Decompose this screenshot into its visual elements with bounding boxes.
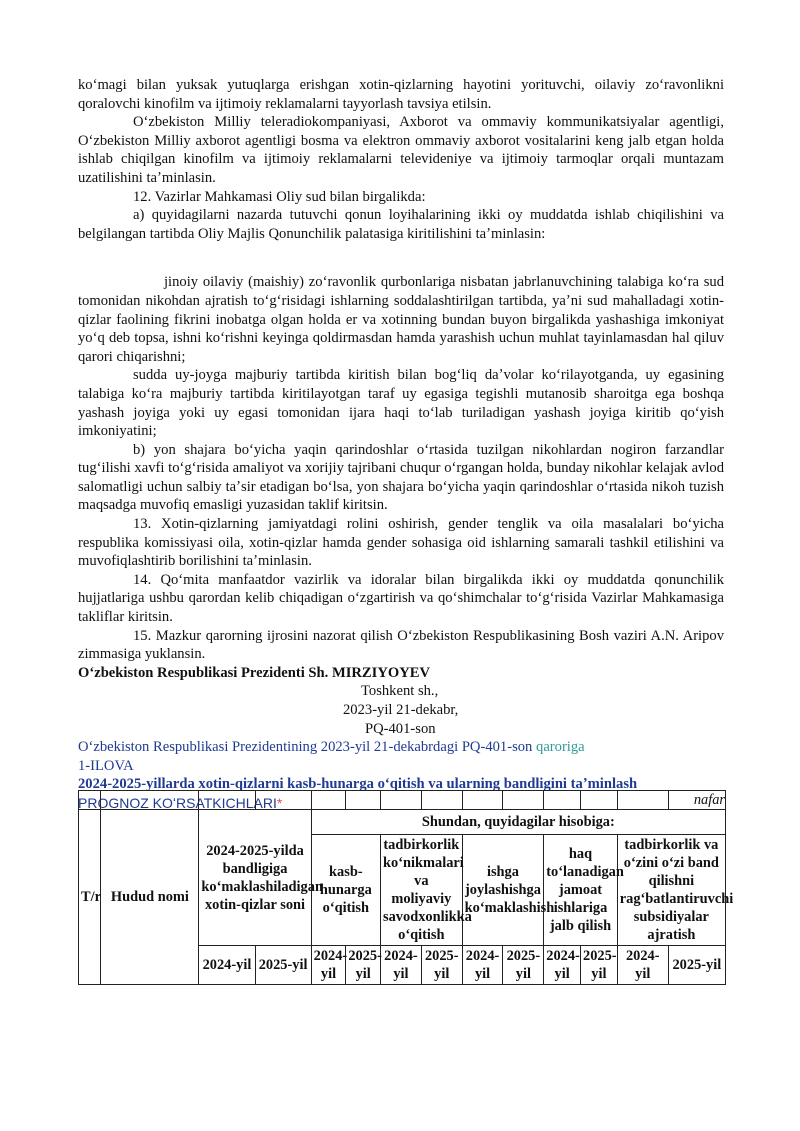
year-cell: 2024-yil bbox=[199, 946, 255, 985]
annex-reference-text: Oʻzbekiston Respublikasi Prezidentining 2023-yil 21-dekabrdagi PQ-401-son bbox=[78, 739, 533, 756]
year-cell: 2024-yil bbox=[617, 946, 668, 985]
year-cell: 2024-yil bbox=[381, 946, 422, 985]
footnote-mark: * bbox=[276, 794, 283, 811]
year-cell: 2025-yil bbox=[255, 946, 311, 985]
signature-name: Oʻzbekiston Respublikasi Prezidenti Sh. MIRZIYOYEV bbox=[78, 664, 431, 681]
paragraph: 14. Qoʻmita manfaatdor vazirlik va idoralar bilan birgalikda ikki oy muddatda qonunchilik hujjatlariga ushbu qarordan kelib chiqadigan oʻzgartirish va qoʻshimchalar toʻgʻrisida Vazirlar Mahkamasiga takliflar kiritsin. bbox=[78, 571, 724, 626]
year-cell: 2024-yil bbox=[544, 946, 581, 985]
paragraph: jinoiy oilaviy (maishiy) zoʻravonlik qurbonlariga nisbatan jabrlanuvchining talabiga koʻra sud tomonidan nikohdan ajratish toʻgʻrisidagi ishlarning soddalashtirilgan tartibda, yaʼni sud mahalladagi xotin-qizlar faolining fikrini inobatga olgan holda er va xotinning bundan buyon birgalikda yashashiga imkoniyat yoʻq deb topsa, ishni koʻrishni keyinga qoldirmasdan hamda yarashish uchun muhlat tayinlamasdan hal qiluv qarori chiqarishni; bbox=[78, 274, 724, 365]
annex-subtitle-text: PROGNOZ KOʻRSATKICHLARI bbox=[78, 794, 277, 811]
header-vocational: kasb-hunarga oʻqitish bbox=[311, 835, 380, 946]
header-total: 2024-2025-yilda bandligiga koʻmaklashiladigan xotin-qizlar soni bbox=[199, 810, 311, 946]
header-subsidies: tadbirkorlik va oʻzini oʻzi band qilishni ragʻbatlantiruvchi subsidiyalar ajratish bbox=[617, 835, 725, 946]
header-entrepreneurship: tadbirkorlik koʻnikmalari va moliyaviy savodxonlikka oʻqitish bbox=[381, 835, 463, 946]
year-cell: 2025-yil bbox=[346, 946, 381, 985]
header-tr: T/r bbox=[79, 810, 101, 985]
annex-reference bbox=[78, 738, 724, 757]
header-region: Hudud nomi bbox=[101, 810, 199, 985]
table-row bbox=[79, 791, 726, 810]
header-public-works: haq toʻlanadigan jamoat ishlariga jalb qilish bbox=[544, 835, 617, 946]
signature-date: 2023-yil 21-dekabr, bbox=[343, 702, 459, 718]
paragraph: 13. Xotin-qizlarning jamiyatdagi rolini oshirish, gender tenglik va oila masalalari boʻyicha respublika komissiyasi oila, xotin-qizlar hamda gender sohasiga oid ishlarning samarali tashkil etilishini va muvofiqlashtirib borilishini taʼminlasin. bbox=[78, 516, 724, 570]
annex-reference-link[interactable]: qaroriga bbox=[536, 739, 585, 756]
document-body bbox=[78, 76, 724, 813]
year-cell: 2024-yil bbox=[462, 946, 503, 985]
year-cell: 2025-yil bbox=[581, 946, 618, 985]
paragraph: Oʻzbekiston Milliy teleradiokompaniyasi, Axborot va ommaviy kommunikatsiyalar agentligi, Oʻzbekiston Milliy axborot agentligi bosma va elektron ommaviy axborot vositalarini keng jalb etgan holda ishlab chiqilgan kinofilm va ijtimoiy reklamalarni televideniye va ijtimoiy tarmoqlar orqali muntazam uzatilishini taʼminlasin. bbox=[78, 114, 724, 186]
table-row bbox=[79, 810, 726, 835]
signature-city: Toshkent sh., bbox=[361, 683, 439, 700]
paragraph: a) quyidagilarni nazarda tutuvchi qonun loyihalarining ikki oy muddatda ishlab chiqilishini va belgilangan tartibda Oliy Majlis Qonunchilik palatasiga kiritilishini taʼminlasin: bbox=[78, 207, 724, 242]
header-employment: ishga joylashishga koʻmaklashish bbox=[462, 835, 544, 946]
annex-label: 1-ILOVA bbox=[78, 757, 134, 774]
paragraph: 15. Mazkur qarorning ijrosini nazorat qilish Oʻzbekiston Respublikasining Bosh vaziri A.N. Aripov zimmasiga yuklansin. bbox=[78, 627, 724, 663]
year-cell: 2024-yil bbox=[311, 946, 346, 985]
annex-title: 2024-2025-yillarda xotin-qizlarni kasb-hunarga oʻqitish va ularning bandligini taʼminlash bbox=[78, 776, 638, 793]
paragraph: sudda uy-joyga majburiy tartibda kiritish bilan bogʻliq daʼvolar koʻrilayotganda, uy egasining talabiga koʻra majburiy tartibda kiritilayotgan taraf uy egasiga tegishli mutanosib sharoitga ega boshqa yashash joyiga yoki uy egasi tomonidan ijara haqi toʻlab turiladigan yashash joyiga kiritib qoʻyish imkoniyatini; bbox=[78, 367, 724, 440]
unit-label: nafar bbox=[668, 791, 725, 810]
header-group: Shundan, quyidagilar hisobiga: bbox=[311, 810, 725, 835]
paragraph: 12. Vazirlar Mahkamasi Oliy sud bilan birgalikda: bbox=[133, 188, 426, 205]
paragraph: b) yon shajara boʻyicha yaqin qarindoshlar oʻrtasida tuzilgan nikohlardan nogiron farzandlar tugʻilishi xavfi toʻgʻrisida amaliyot va xorijiy tajribani chuqur oʻrgangan holda, bunday nikohlar kelajak avlod salomatligi uchun salbiy taʼsir etadigan boʻlsa, yon shajara boʻyicha yaqin qarindoshlar oʻrtasida nikoh tuzish maqsadga muvofiq emasligi yuzasidan taklif kiritsin. bbox=[78, 441, 724, 514]
signature-number: PQ-401-son bbox=[365, 720, 436, 737]
year-cell: 2025-yil bbox=[668, 946, 725, 985]
year-cell: 2025-yil bbox=[421, 946, 462, 985]
paragraph: koʻmagi bilan yuksak yutuqlarga erishgan xotin-qizlarning hayotini yorituvchi, oilaviy zoʻravonlikni qoralovchi kinofilm va ijtimoiy reklamalarni tayyorlash tavsiya etilsin. bbox=[78, 77, 724, 112]
forecast-table bbox=[78, 790, 734, 985]
year-cell: 2025-yil bbox=[503, 946, 544, 985]
